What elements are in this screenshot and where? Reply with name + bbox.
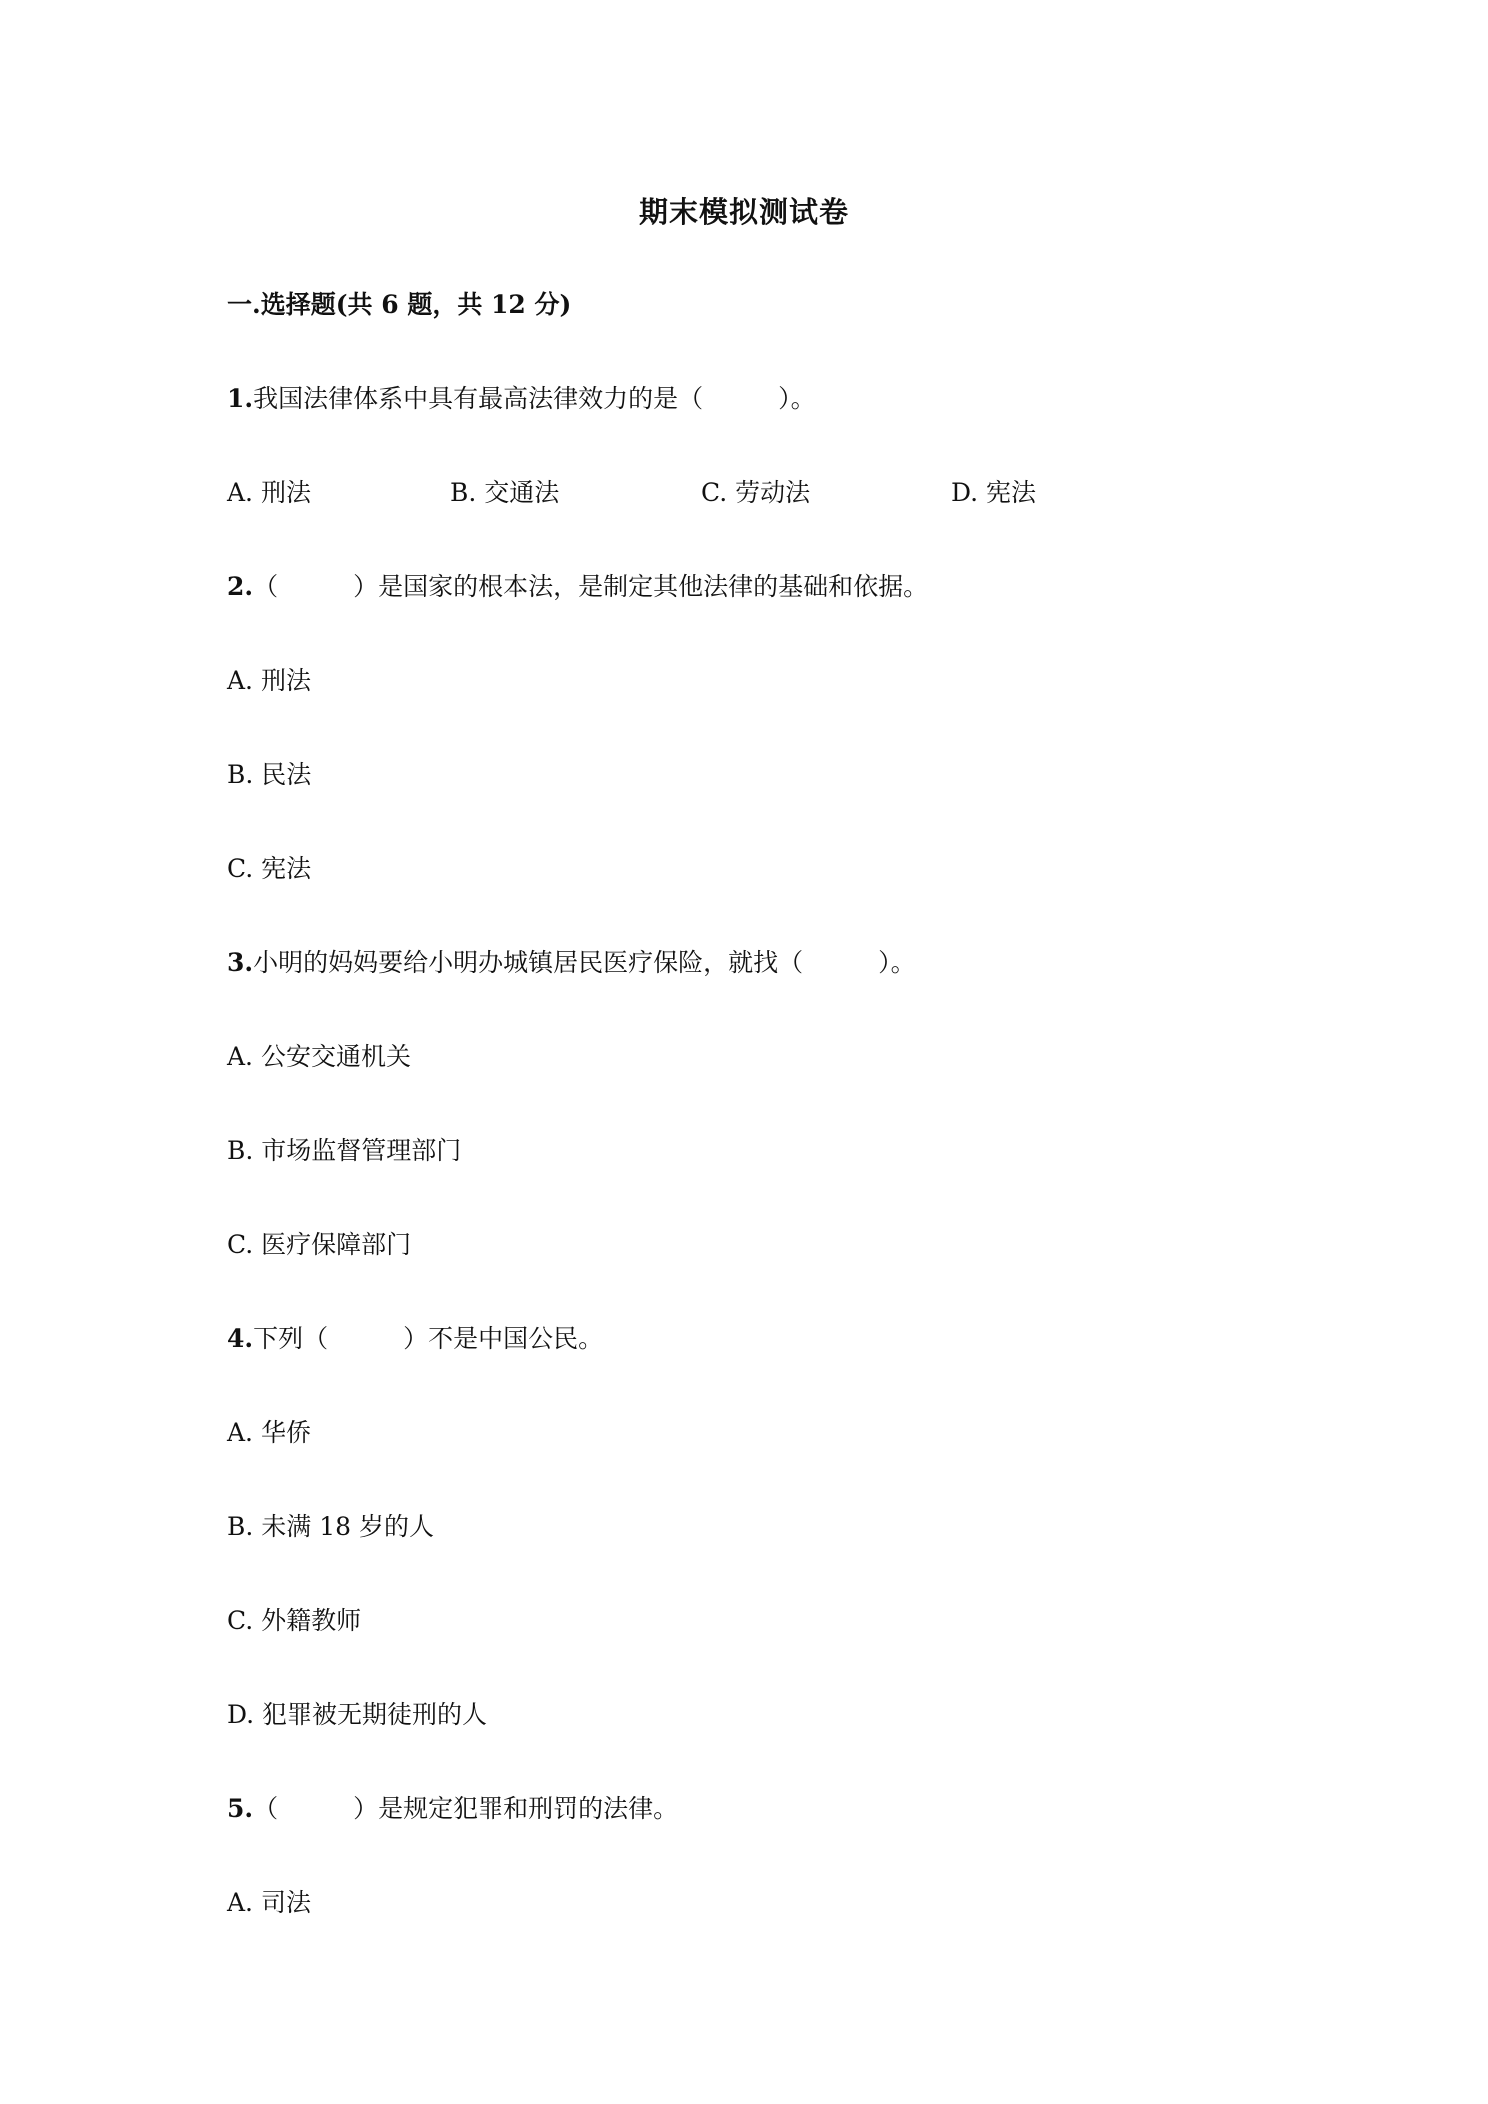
section-heading: 一.选择题(共 6 题，共 12 分) xyxy=(227,290,572,319)
question-text: （ ）是规定犯罪和刑罚的法律。 xyxy=(253,1794,679,1823)
option-a: A. 公安交通机关 xyxy=(227,1042,411,1071)
question-number: 3. xyxy=(227,948,254,977)
question-number: 5. xyxy=(227,1794,254,1823)
question-2 xyxy=(227,570,928,604)
option-b: B. 未满 18 岁的人 xyxy=(227,1512,434,1541)
option-c: C. 劳动法 xyxy=(701,478,811,507)
question-4 xyxy=(227,1322,603,1356)
option-b: B. 交通法 xyxy=(450,478,560,507)
option-c: C. 宪法 xyxy=(227,854,312,883)
option-c: C. 外籍教师 xyxy=(227,1606,362,1635)
option-a: A. 华侨 xyxy=(227,1418,311,1447)
question-3 xyxy=(227,946,916,980)
option-a: A. 刑法 xyxy=(227,666,311,695)
option-b: B. 民法 xyxy=(227,760,312,789)
option-a: A. 司法 xyxy=(227,1888,311,1917)
question-number: 1. xyxy=(227,384,254,413)
options-row-1 xyxy=(227,476,1327,510)
option-b: B. 市场监督管理部门 xyxy=(227,1136,462,1165)
question-1 xyxy=(227,382,816,416)
question-number: 4. xyxy=(227,1324,254,1353)
question-text: 我国法律体系中具有最高法律效力的是（ ）。 xyxy=(253,384,816,413)
option-d: D. 犯罪被无期徒刑的人 xyxy=(227,1700,488,1729)
option-a: A. 刑法 xyxy=(227,478,311,507)
question-5 xyxy=(227,1792,678,1826)
question-text: 下列（ ）不是中国公民。 xyxy=(253,1324,604,1353)
question-text: 小明的妈妈要给小明办城镇居民医疗保险，就找（ ）。 xyxy=(253,948,916,977)
question-text: （ ）是国家的根本法，是制定其他法律的基础和依据。 xyxy=(253,572,929,601)
page-title: 期末模拟测试卷 xyxy=(638,195,849,229)
question-number: 2. xyxy=(227,572,254,601)
option-c: C. 医疗保障部门 xyxy=(227,1230,412,1259)
option-d: D. 宪法 xyxy=(951,478,1037,507)
